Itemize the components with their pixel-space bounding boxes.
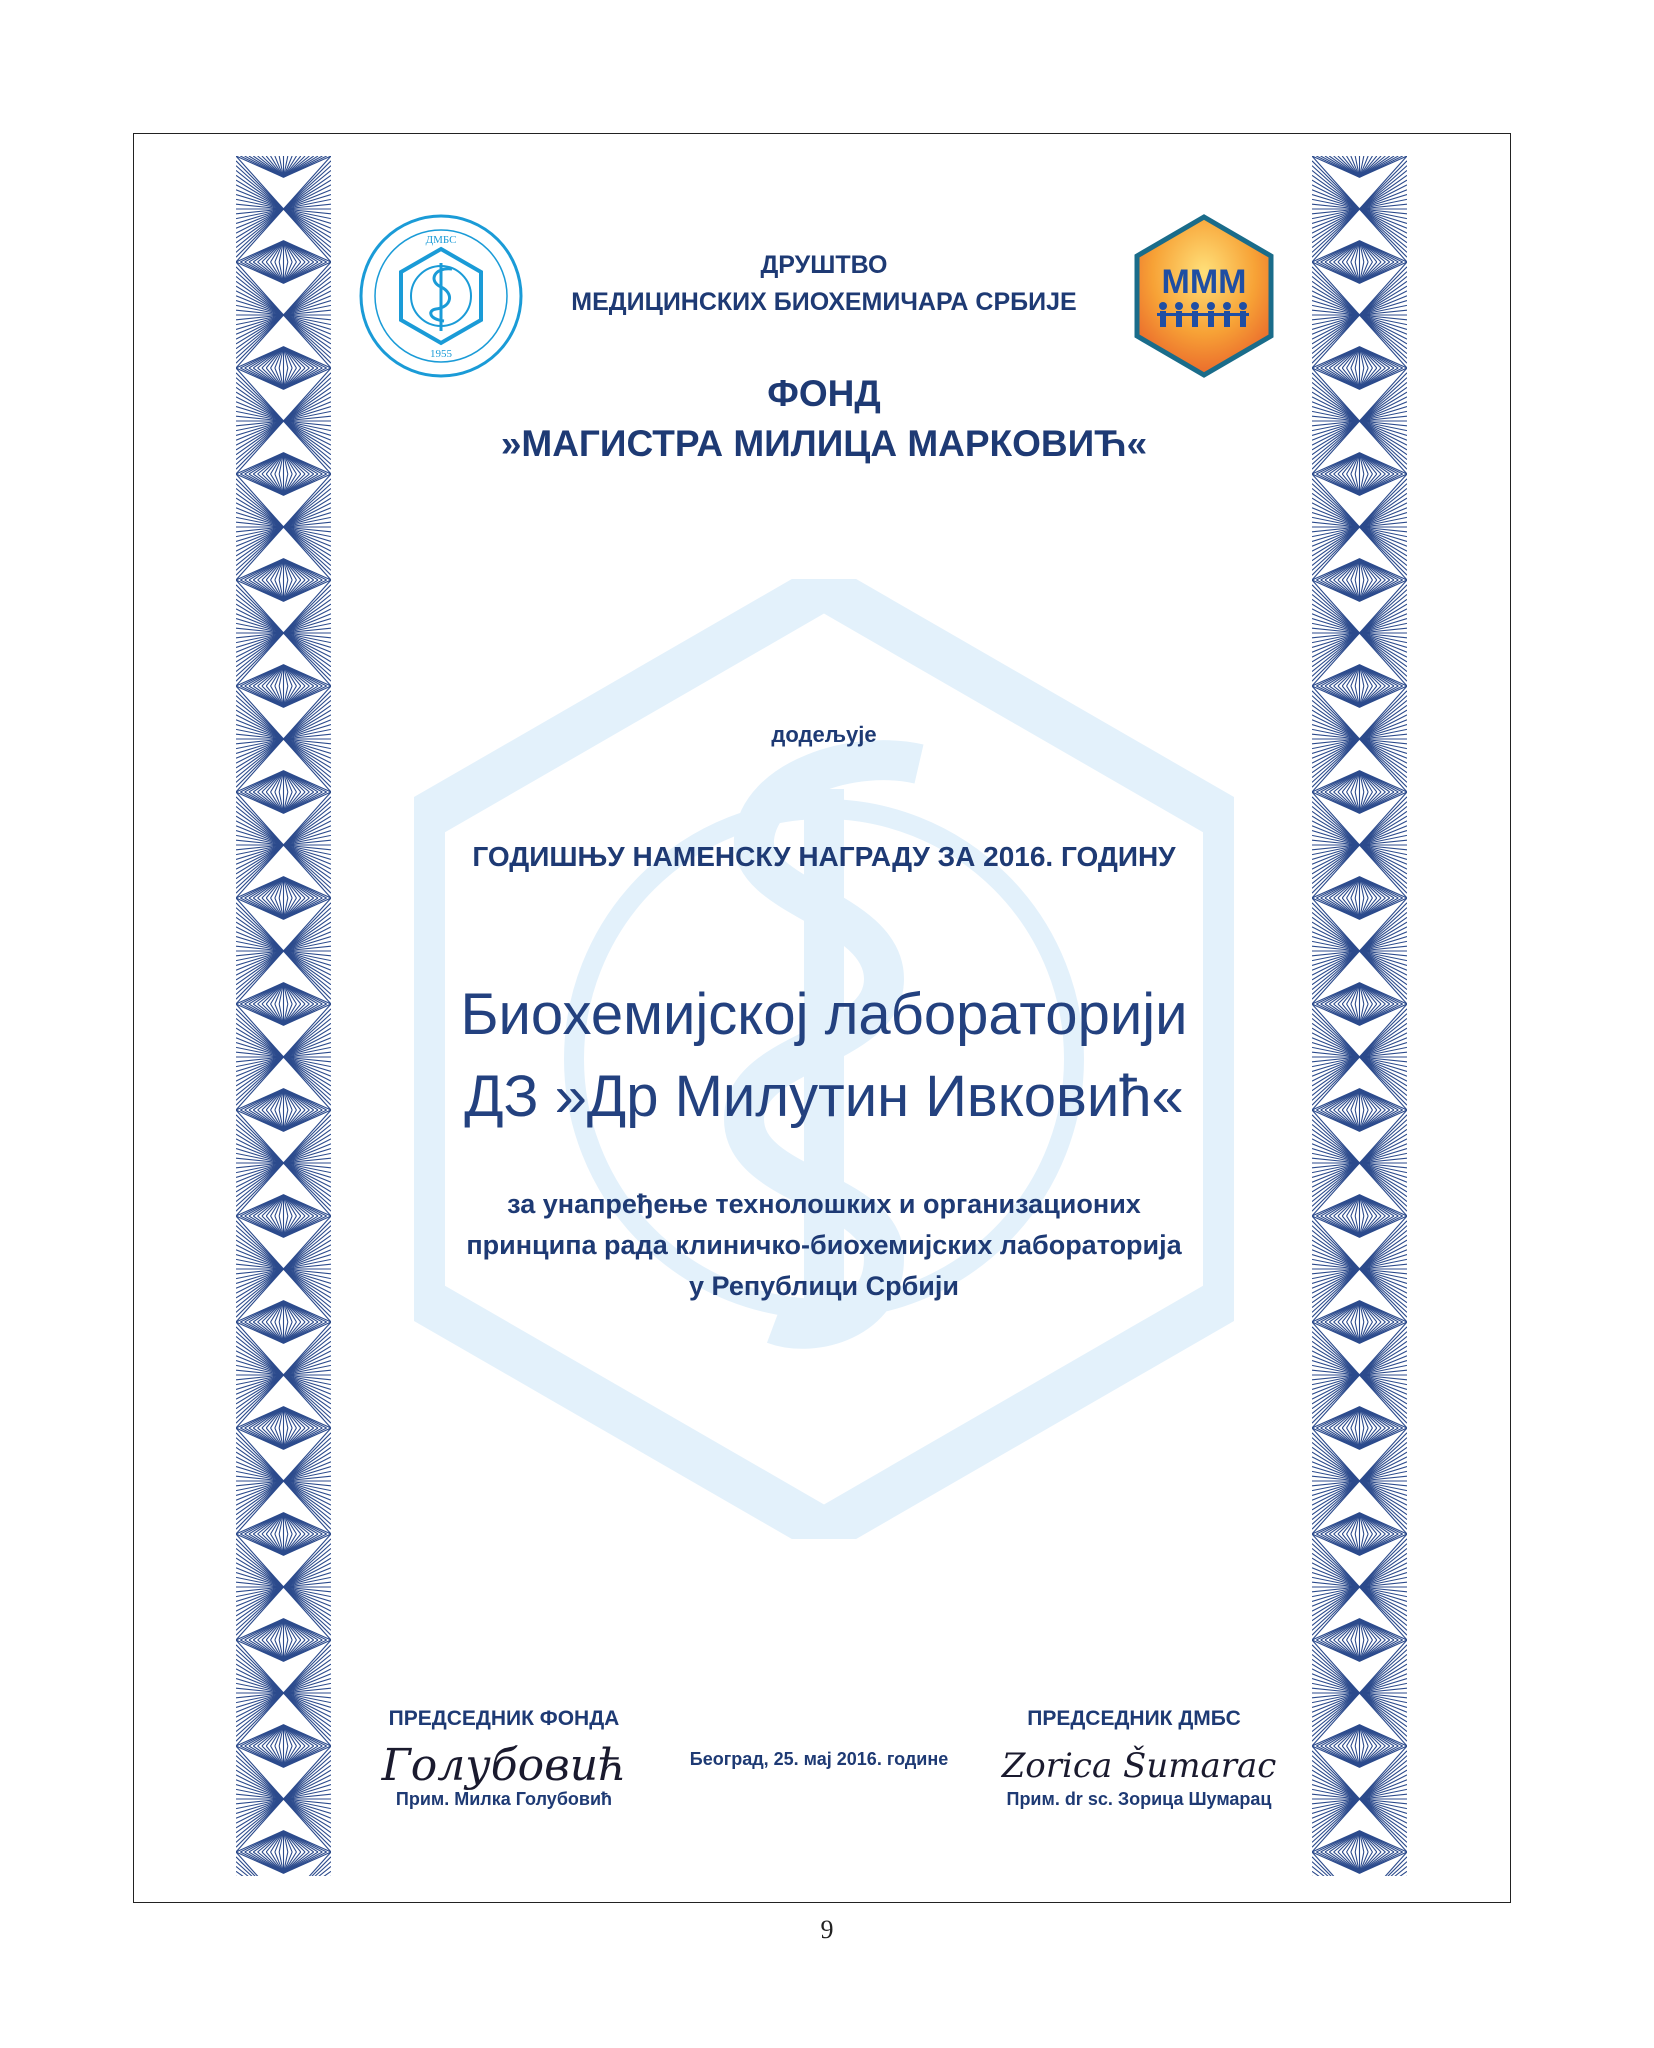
mmm-text: МММ	[1161, 263, 1247, 301]
recipient-line-2: ДЗ »Др Милутин Ивковић«	[464, 1064, 1184, 1129]
fund-line-1: ФОНД	[767, 373, 881, 414]
place-date: Београд, 25. мај 2016. године	[689, 1749, 949, 1769]
svg-text:Zorica Šumarac: Zorica Šumarac	[1001, 1746, 1277, 1786]
recipient	[284, 974, 1364, 1138]
society-president-title: ПРЕДСЕДНИК ДМБС	[1027, 1707, 1241, 1730]
page-number: 9	[820, 1915, 834, 1944]
fund-name	[384, 369, 1264, 469]
seal-bottom-text: 1955	[430, 348, 452, 360]
dmbs-seal-logo	[356, 211, 526, 381]
mmm-fund-logo	[1129, 211, 1279, 381]
society-president-signature	[994, 1729, 1284, 1794]
society-line-2: МЕДИЦИНСКИХ БИОХЕМИЧАРА СРБИЈЕ	[571, 288, 1077, 316]
awards-verb: додељује	[771, 722, 877, 747]
fund-president-name: Прим. Милка Голубовић	[395, 1789, 613, 1809]
svg-text:Голубовић: Голубовић	[381, 1740, 627, 1791]
society-president-name: Прим. dr sc. Зорица Шумарац	[1006, 1789, 1272, 1809]
recipient-line-1: Биохемијској лабораторији	[460, 982, 1188, 1047]
fund-line-2: »МАГИСТРА МИЛИЦА МАРКОВИЋ«	[500, 423, 1148, 464]
society-line-1: ДРУШТВО	[760, 251, 888, 279]
purpose-line-2: принципа рада клиничко-биохемијских лабораторија	[466, 1230, 1182, 1260]
fund-president-title: ПРЕДСЕДНИК ФОНДА	[388, 1707, 620, 1730]
purpose-line-3: у Републици Србији	[688, 1271, 959, 1301]
award-purpose	[334, 1184, 1314, 1307]
seal-top-text: ДМБС	[425, 234, 457, 246]
society-name	[534, 247, 1114, 321]
award-title: ГОДИШЊУ НАМЕНСКУ НАГРАДУ ЗА 2016. ГОДИНУ	[472, 841, 1176, 872]
purpose-line-1: за унапређење технолошких и организационих	[507, 1189, 1141, 1219]
certificate-frame	[133, 133, 1511, 1903]
